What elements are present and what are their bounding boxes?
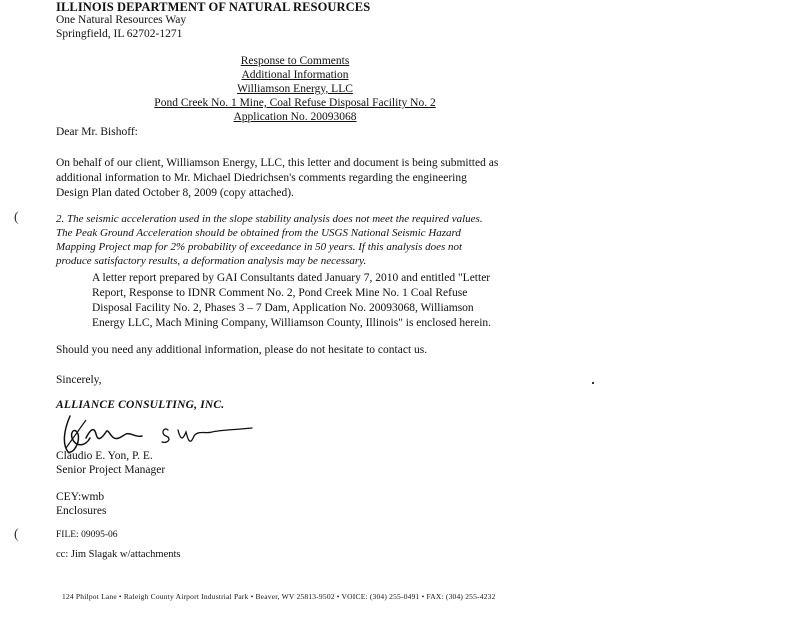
sign-off: Sincerely, [56, 374, 102, 386]
typist-initials: CEY:wmb [56, 491, 105, 503]
response-line3: Disposal Facility No. 2, Phases 3 – 7 Dam, Application No. 20093068, Williamson [92, 302, 474, 314]
comment-line4: produce satisfactory results, a deformation analysis may be necessary. [56, 255, 367, 267]
subject-line2: Additional Information [241, 69, 349, 81]
file-reference: FILE: 09095-06 [56, 530, 118, 540]
signer-title: Senior Project Manager [56, 464, 166, 476]
comment-paragraph [56, 212, 483, 268]
subject-line4: Pond Creek No. 1 Mine, Coal Refuse Disposal Facility No. 2 [154, 97, 436, 109]
response-line2: Report, Response to IDNR Comment No. 2, Pond Creek Mine No. 1 Coal Refuse [92, 287, 468, 299]
closing-paragraph: Should you need any additional information, please do not hesitate to contact us. [56, 344, 428, 356]
enclosures-note: Enclosures [56, 505, 107, 517]
intro-paragraph [56, 156, 498, 201]
intro-line3: Design Plan dated October 8, 2009 (copy attached). [56, 187, 294, 199]
footer-address: 124 Philpot Lane • Raleigh County Airport Industrial Park • Beaver, WV 25813-9502 • VOICE: (304) 255-0491 • FAX: (304) 255-4232 [62, 592, 496, 601]
signer-name: Claudio E. Yon, P. E. [56, 450, 153, 462]
subject-line1: Response to Comments [240, 55, 350, 67]
comment-line2: The Peak Ground Acceleration should be obtained from the USGS National Seismic Hazard [56, 227, 461, 239]
response-line1: A letter report prepared by GAI Consultants dated January 7, 2010 and entitled "Letter [92, 272, 491, 284]
response-line4: Energy LLC, Mach Mining Company, Williamson County, Illinois" is enclosed herein. [92, 317, 492, 329]
company-name: ALLIANCE CONSULTING, INC. [56, 399, 225, 411]
intro-line1: On behalf of our client, Williamson Energy, LLC, this letter and document is being submitted as [56, 157, 499, 169]
response-paragraph [92, 271, 491, 331]
comment-line3: Mapping Project map for 2% probability of exceedance in 50 years. If this analysis does not [56, 241, 463, 253]
subject-line5: Application No. 20093068 [233, 111, 357, 123]
letterhead-org: ILLINOIS DEPARTMENT OF NATURAL RESOURCES [56, 0, 371, 14]
margin-punch-mark-bottom: ( [14, 527, 19, 542]
cc-line: cc: Jim Slagak w/attachments [56, 549, 181, 560]
salutation: Dear Mr. Bishoff: [56, 126, 138, 138]
margin-punch-mark-top: ( [14, 210, 19, 225]
subject-line3: Williamson Energy, LLC [237, 83, 353, 95]
comment-line1: 2. The seismic acceleration used in the slope stability analysis does not meet the required values. [56, 213, 483, 225]
intro-line2: additional information to Mr. Michael Diedrichsen's comments regarding the engineering [56, 172, 467, 184]
subject-block [120, 54, 470, 124]
scan-speck [592, 382, 594, 384]
letterhead-address-line1: One Natural Resources Way [56, 14, 187, 26]
letterhead-address-line2: Springfield, IL 62702-1271 [56, 28, 183, 40]
